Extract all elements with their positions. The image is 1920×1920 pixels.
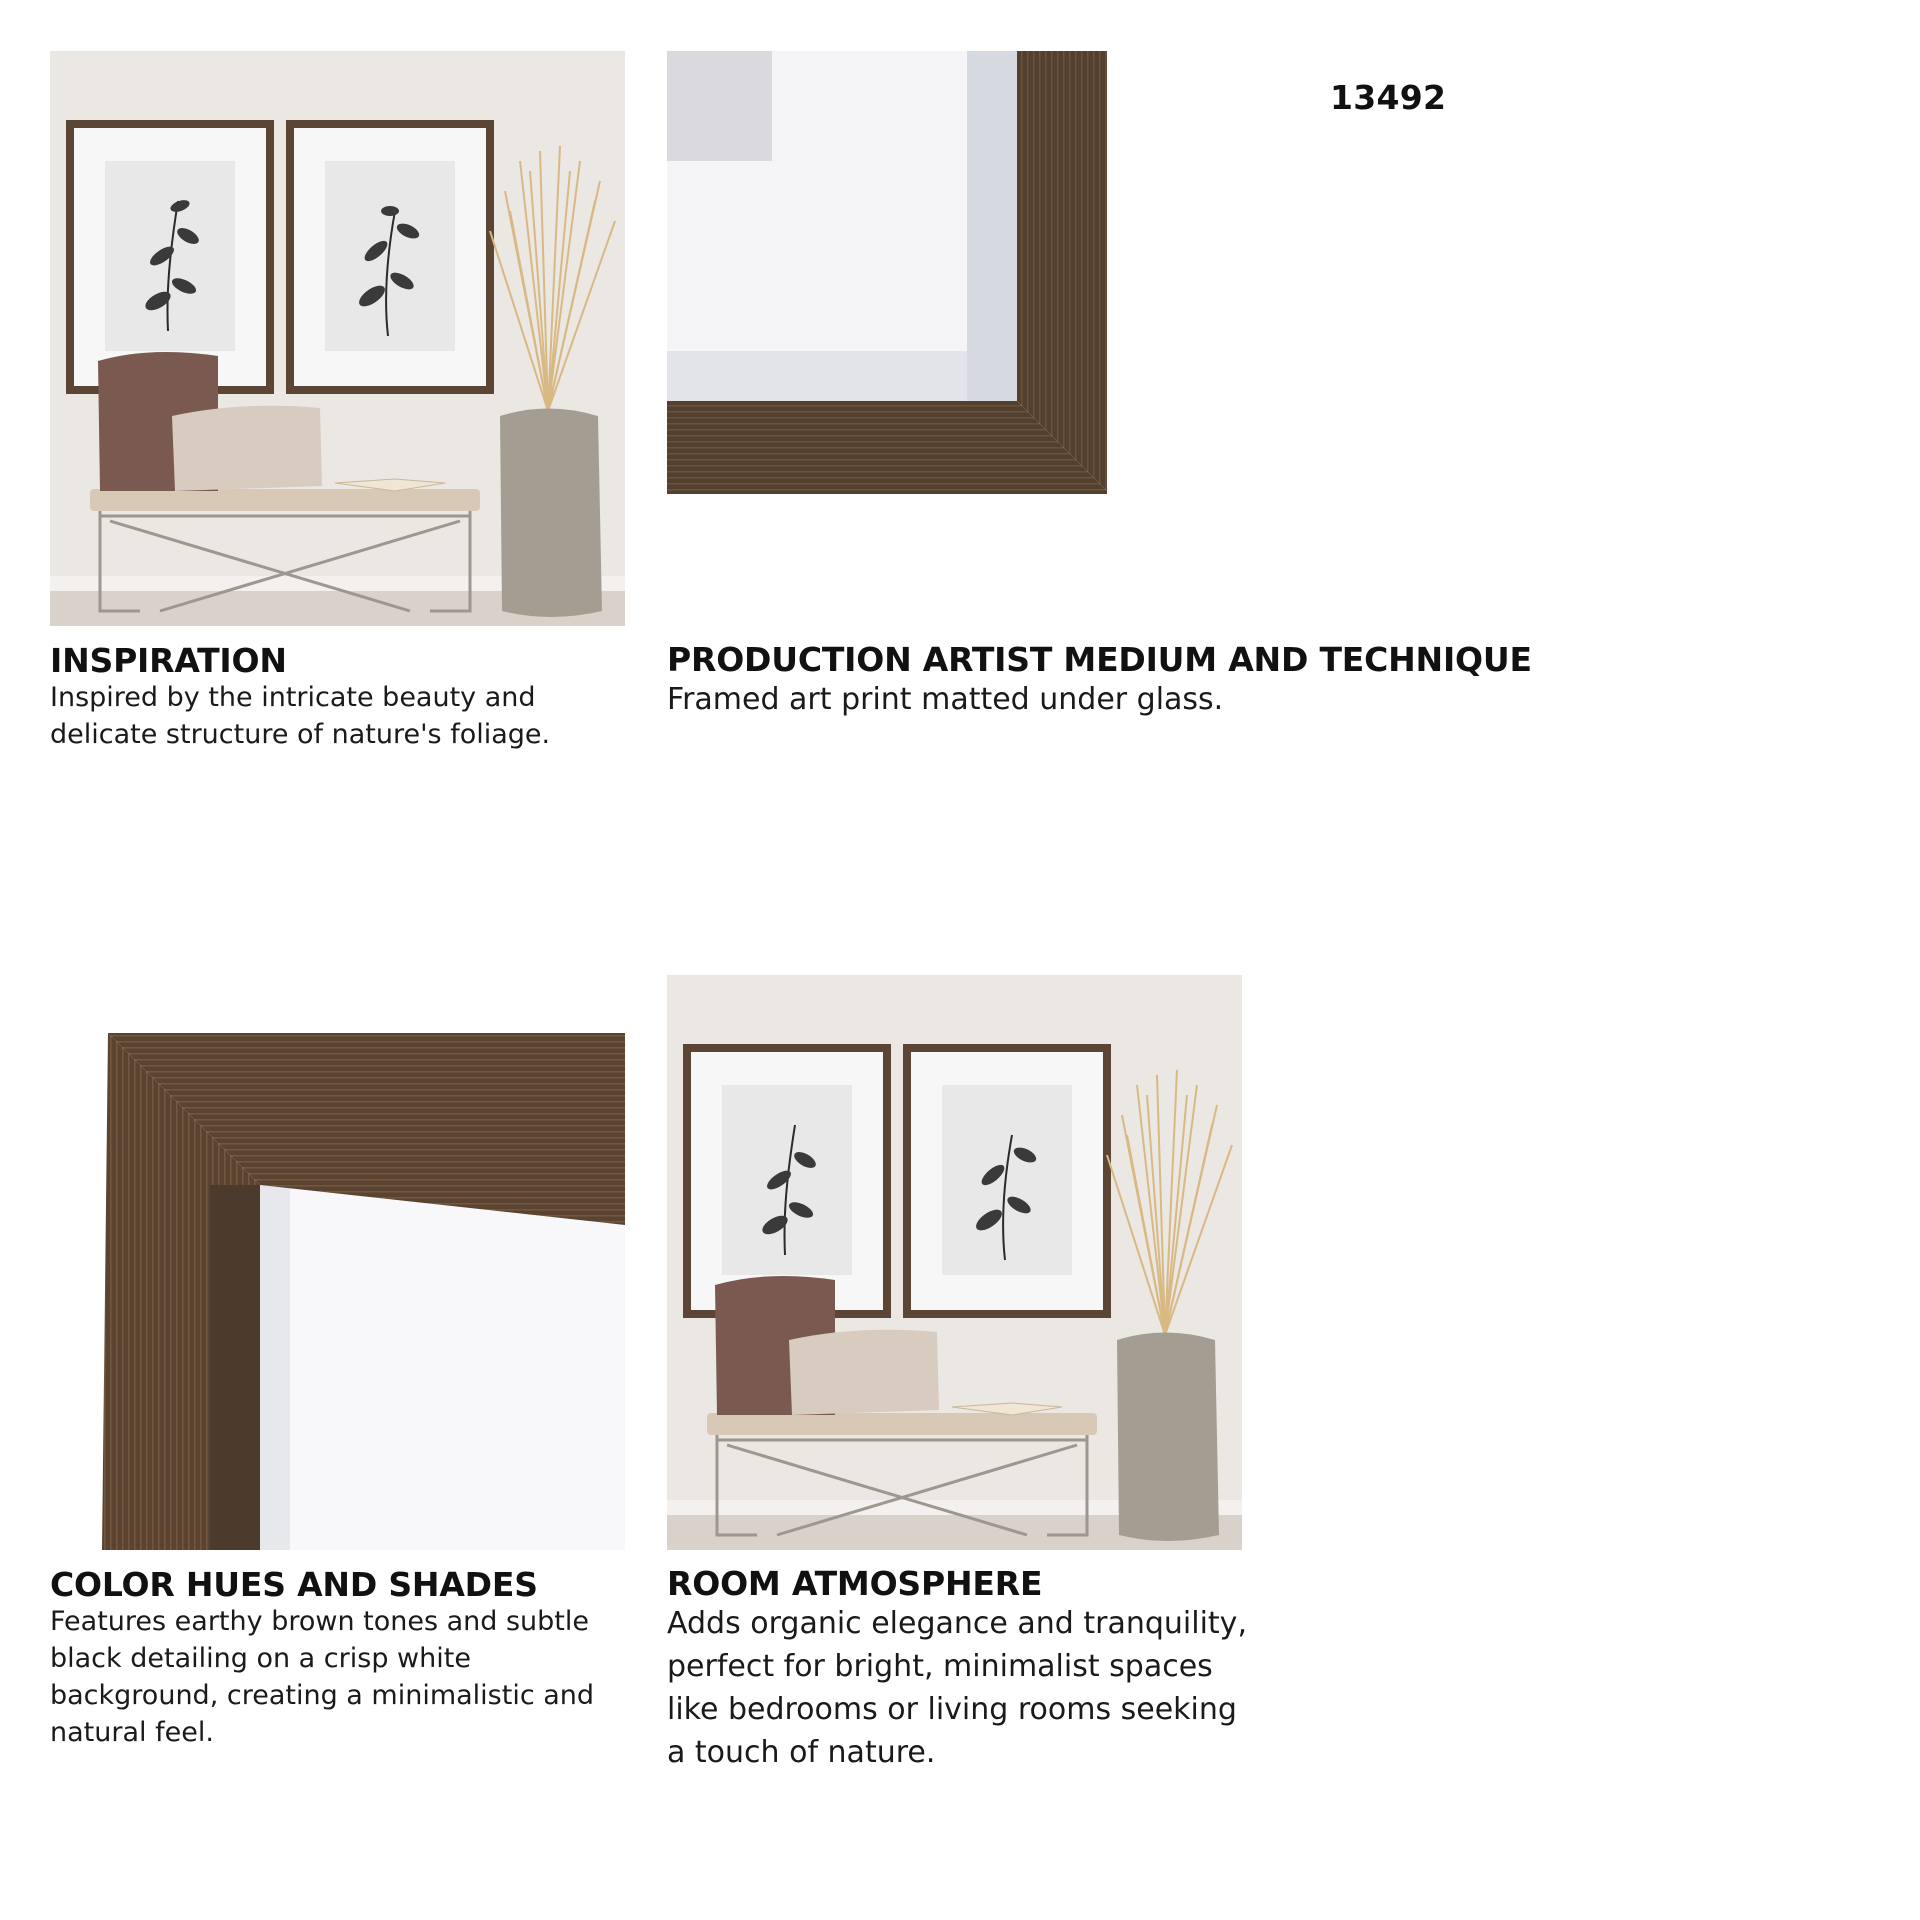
bench-seat <box>90 489 480 511</box>
inspiration-text: Inspired by the intricate beauty and delicate structure of nature's foliage. <box>50 682 551 750</box>
room-atmosphere-photo <box>667 975 1242 1550</box>
production-text: Framed art print matted under glass. <box>667 682 1224 717</box>
room-scene-photo <box>50 51 625 626</box>
frame-detail-photo <box>50 975 625 1550</box>
color-heading: COLOR HUES AND SHADES <box>50 1565 538 1604</box>
color-text: Features earthy brown tones and subtle black detailing on a crisp white background, creating a minimalistic and natural feel. <box>50 1606 595 1748</box>
room-heading: ROOM ATMOSPHERE <box>667 1564 1043 1603</box>
stone-vase <box>500 409 602 618</box>
product-id: 13492 <box>1330 78 1447 117</box>
inspiration-heading: INSPIRATION <box>50 641 287 680</box>
pillow-beige <box>172 406 322 491</box>
production-heading: PRODUCTION ARTIST MEDIUM AND TECHNIQUE <box>667 640 1532 679</box>
frame-corner-photo <box>667 51 1110 494</box>
room-text: Adds organic elegance and tranquility, perfect for bright, minimalist spaces like bedrooms or living rooms seeking a touch of nature. <box>667 1606 1247 1770</box>
framed-print-right <box>286 120 494 394</box>
